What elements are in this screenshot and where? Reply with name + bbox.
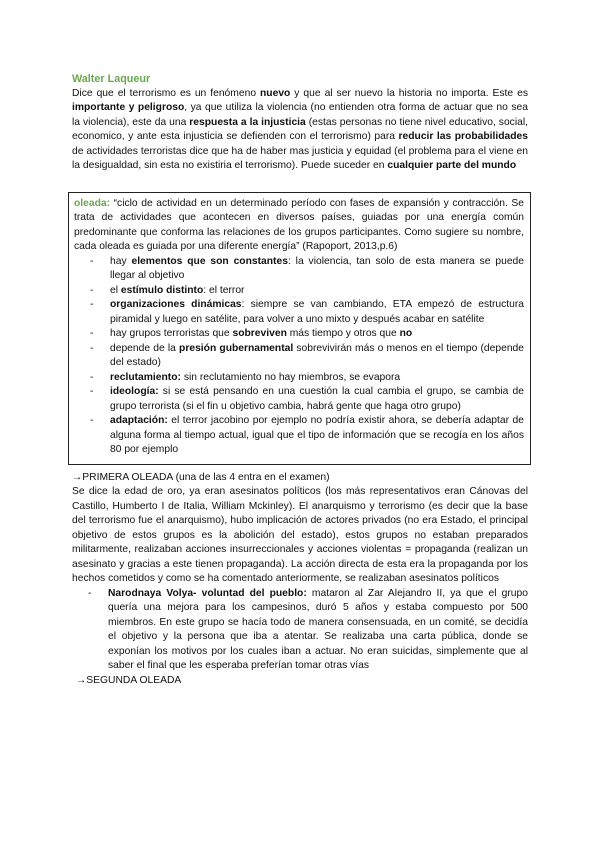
bold-text: elementos que son constantes xyxy=(131,255,288,267)
author-heading: Walter Laqueur xyxy=(72,73,151,85)
list-item xyxy=(74,298,524,327)
text-run: Dice que el terrorismo es un fenómeno xyxy=(72,87,261,99)
bold-text: presión gubernamental xyxy=(179,342,294,354)
list-item xyxy=(74,327,524,342)
list-item xyxy=(74,414,524,458)
text-run: el xyxy=(110,284,121,296)
text-run: hay xyxy=(110,255,132,267)
first-wave-paragraph: Se dice la edad de oro, ya eran asesinatos políticos (los más representativos eran Cánovas del Castillo, Humberto I de Italia, William Mckinley). El anarquismo y terrorismo (es decir que la base del terrorismo fue el anarquismo), hubo implicación de actores privados (no era Estado, el principal objetivo de estos grupos es la abolición del estado), estos grupos no estaban preparados militarmente, realizaban acciones insurreccionales y acciones violentas = propaganda (realizan un asesinato y gracias a este tienen propaganda). La acción directa de esta era la propaganda por los hechos cometidos y como se ha comentado anteriormente, se realizaban asesinatos políticos xyxy=(72,486,528,584)
bold-text: reclutamiento: xyxy=(110,371,181,383)
text-run: : siempre se van cambiando, ETA empezó de estructura piramidal y luego en satélite, para volver a uno mixto y después acabar en satélite xyxy=(110,299,524,325)
first-wave-list xyxy=(72,587,528,674)
text-run: el terror jacobino por ejemplo no podría existir ahora, se debería adaptar de alguna forma al tiempo actual, igual que el tipo de información que se recogía en los años 80 por ejemplo xyxy=(110,415,524,455)
bold-text: Narodnaya Volya- voluntad del pueblo: xyxy=(108,587,307,599)
list-item xyxy=(74,255,524,284)
bold-text: importante y peligroso xyxy=(72,102,185,113)
bold-text: adaptación: xyxy=(110,415,168,426)
oleada-definition-box xyxy=(68,192,531,465)
text-run: mataron al Zar Alejandro II, ya que el grupo quería una mejora para los campesinos, duró 5 años y estaba compuesto por 500 miembros. En este grupo se hacía todo de manera consensuada, en un comité, se decidía el objetivo y la persona que iba a atentar. Se realizaba una carta pública, donde se exponían los motivos por los cuales iban a actuar. No eran suicidas, simplemente que al saber el final que les esperaba preferían tomar otras vías xyxy=(108,587,528,671)
text-run: de actividades terroristas dice que ha de haber mas justicia y equidad (el problema para el viene en la desigualdad, sin esta no existiria el terrorismo). Puede suceder en xyxy=(72,145,528,171)
bold-text: cualquier parte del mundo xyxy=(387,160,517,171)
list-item xyxy=(74,371,524,386)
text-run: si se está pensando en una cuestión la cual cambia el grupo, se cambia de grupo terrorista (si el fin u objetivo cambia, habrá gente que haga otro grupo) xyxy=(110,386,524,412)
text-run: sin reclutamiento no hay miembros, se evapora xyxy=(180,371,401,383)
bold-text: estímulo distinto xyxy=(120,284,204,296)
text-run: más tiempo y otros que xyxy=(286,328,400,339)
oleada-characteristics-list xyxy=(74,255,524,458)
list-item xyxy=(74,385,524,414)
bold-text: reducir las probabilidades xyxy=(398,131,528,142)
bold-text: sobreviven xyxy=(232,328,287,339)
bold-text: no xyxy=(399,328,413,339)
text-run: : la violencia, tan solo de esta manera se puede llegar al objetivo xyxy=(110,255,524,281)
text-run: depende de la xyxy=(110,342,180,354)
text-run: , ya que utiliza la violencia (no entienden otra forma de actuar que no sea la violencia), este da una xyxy=(72,102,528,128)
document-page xyxy=(72,72,528,688)
oleada-definition-text: “ciclo de actividad en un determinado período con fases de expansión y contracción. Se trata de actividades que acontecen en diversos países, guiadas por una energía común predominante que conforma las relaciones de los grupos participantes. Como sugiere su nombre, cada oleada es guiada por una diferente energía” (Rapoport, 2013,p.6) xyxy=(74,197,524,252)
bold-text: nuevo xyxy=(260,87,291,99)
bold-text: ideología: xyxy=(110,386,159,397)
first-wave-heading: →PRIMERA OLEADA (una de las 4 entra en el examen) xyxy=(72,471,330,483)
bold-text: organizaciones dinámicas xyxy=(110,299,242,310)
intro-paragraph xyxy=(72,87,528,174)
oleada-definition xyxy=(74,197,524,255)
second-wave-heading: →SEGUNDA OLEADA xyxy=(76,674,182,686)
oleada-term: oleada: xyxy=(74,197,111,209)
text-run: (estas personas no tiene nivel educativo, social, economico, y ante esta injusticia se defienden con el terrorismo) para xyxy=(72,116,528,142)
list-item xyxy=(74,284,524,299)
text-run: y que al ser nuevo la historia no importa. Este es xyxy=(290,87,528,99)
text-run: sobrevivirán más o menos en el tiempo (depende del estado) xyxy=(110,342,525,368)
list-item xyxy=(72,587,528,674)
list-item xyxy=(74,342,524,371)
text-run: : el terror xyxy=(203,284,245,296)
bold-text: respuesta a la injusticia xyxy=(189,116,306,128)
text-run: hay grupos terroristas que xyxy=(110,328,233,339)
